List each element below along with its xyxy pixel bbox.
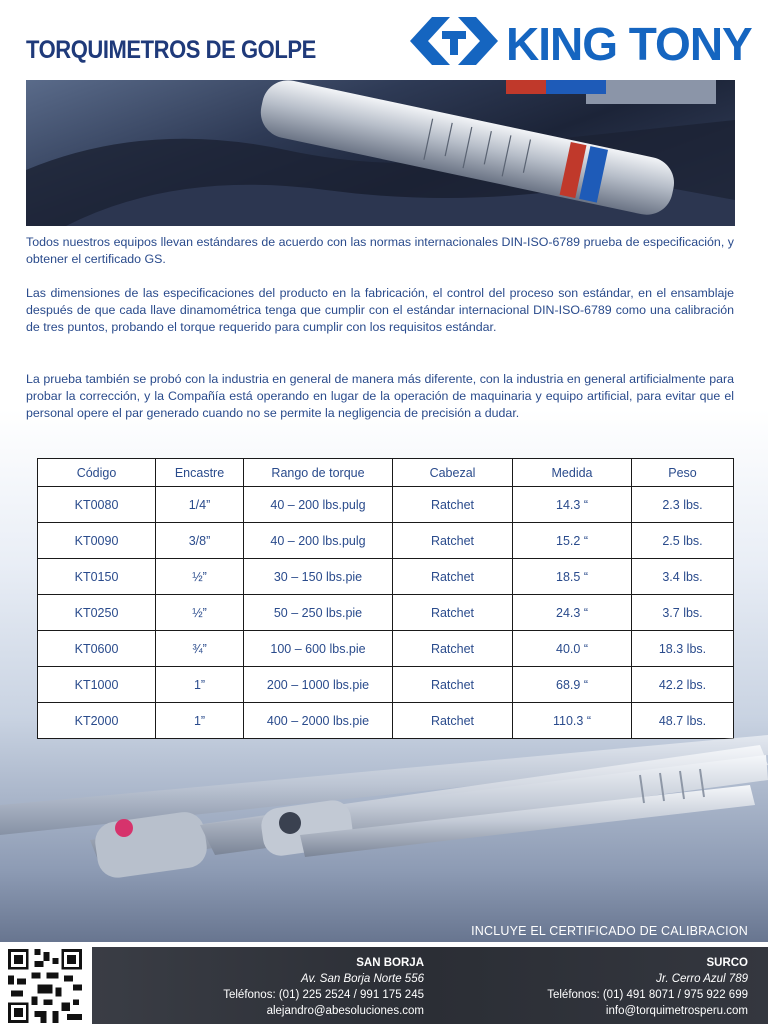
cell-medida: 18.5 “	[513, 559, 632, 595]
cell-cabezal: Ratchet	[393, 631, 513, 667]
cell-cabezal: Ratchet	[393, 703, 513, 739]
table-row	[38, 559, 734, 595]
cell-cabezal: Ratchet	[393, 595, 513, 631]
king-tony-logo	[408, 12, 758, 70]
cell-peso: 3.4 lbs.	[632, 559, 734, 595]
cell-peso: 18.3 lbs.	[632, 631, 734, 667]
cell-rango: 200 – 1000 lbs.pie	[244, 667, 393, 703]
cell-cabezal: Ratchet	[393, 523, 513, 559]
cell-encastre: 3/8”	[156, 523, 244, 559]
table-row	[38, 631, 734, 667]
office-email[interactable]: info@torquimetrosperu.com	[605, 1005, 748, 1017]
header-encastre: Encastre	[156, 459, 244, 487]
cell-cabezal: Ratchet	[393, 487, 513, 523]
office-name: SURCO	[706, 957, 748, 969]
cell-medida: 15.2 “	[513, 523, 632, 559]
cell-codigo: KT1000	[38, 667, 156, 703]
cell-cabezal: Ratchet	[393, 667, 513, 703]
hero-image	[26, 80, 735, 226]
header-peso: Peso	[632, 459, 734, 487]
office-san-borja	[223, 955, 424, 1019]
table-row	[38, 487, 734, 523]
testing-paragraph: La prueba también se probó con la industria en general de manera más diferente, con la industria en general artificialmente para probar la corrección, y la Compañía está operando en lugar de la operación de maquinaria y equipo artificial, para evitar que el personal opere el par generado cuando no se permite la negligencia de precisión a dudar.	[26, 372, 734, 420]
cell-medida: 24.3 “	[513, 595, 632, 631]
cell-peso: 3.7 lbs.	[632, 595, 734, 631]
torque-wrenches-photo	[0, 725, 768, 945]
cell-medida: 40.0 “	[513, 631, 632, 667]
cell-rango: 400 – 2000 lbs.pie	[244, 703, 393, 739]
cell-codigo: KT0150	[38, 559, 156, 595]
page-title: TORQUIMETROS DE GOLPE	[26, 36, 316, 64]
footer	[0, 942, 768, 1024]
cell-encastre: ½”	[156, 595, 244, 631]
cell-rango: 40 – 200 lbs.pulg	[244, 487, 393, 523]
intro-paragraph: Todos nuestros equipos llevan estándares de acuerdo con las normas internacionales DIN-ISO-6789 prueba de especificación, y obtener el certificado GS.	[26, 235, 734, 266]
table-header-row	[38, 459, 734, 487]
cell-cabezal: Ratchet	[393, 559, 513, 595]
cell-encastre: 1”	[156, 667, 244, 703]
cell-peso: 42.2 lbs.	[632, 667, 734, 703]
cell-medida: 68.9 “	[513, 667, 632, 703]
table-row	[38, 595, 734, 631]
header-medida: Medida	[513, 459, 632, 487]
cell-encastre: ½”	[156, 559, 244, 595]
header-rango: Rango de torque	[244, 459, 393, 487]
cell-peso: 2.3 lbs.	[632, 487, 734, 523]
office-name: SAN BORJA	[356, 957, 424, 969]
dimensions-paragraph: Las dimensiones de las especificaciones del producto en la fabricación, el control del proceso son estándar, en el ensamblaje después de que cada llave dinamométrica tenga que cumplir con el estándar internacional DIN-ISO-6789 como una calibración de tres puntos, probando el torque requerido para cumplir con los requisitos estándar.	[26, 286, 734, 334]
cell-peso: 48.7 lbs.	[632, 703, 734, 739]
cell-medida: 14.3 “	[513, 487, 632, 523]
cell-rango: 30 – 150 lbs.pie	[244, 559, 393, 595]
torque-wrench-photo	[26, 80, 735, 226]
cell-codigo: KT0600	[38, 631, 156, 667]
office-surco	[547, 955, 748, 1019]
specifications-table	[37, 458, 734, 739]
cell-rango: 50 – 250 lbs.pie	[244, 595, 393, 631]
cell-codigo: KT0080	[38, 487, 156, 523]
header-codigo: Código	[38, 459, 156, 487]
cell-encastre: ¾”	[156, 631, 244, 667]
office-phones: Teléfonos: (01) 491 8071 / 975 922 699	[547, 989, 748, 1001]
header-cabezal: Cabezal	[393, 459, 513, 487]
cell-peso: 2.5 lbs.	[632, 523, 734, 559]
cell-encastre: 1”	[156, 703, 244, 739]
cell-codigo: KT2000	[38, 703, 156, 739]
qr-code-icon	[8, 949, 82, 1023]
office-phones: Teléfonos: (01) 225 2524 / 991 175 245	[223, 989, 424, 1001]
calibration-certificate-note: INCLUYE EL CERTIFICADO DE CALIBRACION	[471, 924, 748, 938]
cell-codigo: KT0250	[38, 595, 156, 631]
table-row	[38, 667, 734, 703]
cell-rango: 100 – 600 lbs.pie	[244, 631, 393, 667]
cell-codigo: KT0090	[38, 523, 156, 559]
office-email[interactable]: alejandro@abesoluciones.com	[266, 1005, 424, 1017]
cell-encastre: 1/4”	[156, 487, 244, 523]
table-row	[38, 523, 734, 559]
logo-text: KING TONY	[506, 18, 752, 70]
office-address: Jr. Cerro Azul 789	[656, 973, 748, 985]
cell-medida: 110.3 “	[513, 703, 632, 739]
cell-rango: 40 – 200 lbs.pulg	[244, 523, 393, 559]
office-address: Av. San Borja Norte 556	[301, 973, 424, 985]
footer-contact-panel	[92, 947, 768, 1024]
